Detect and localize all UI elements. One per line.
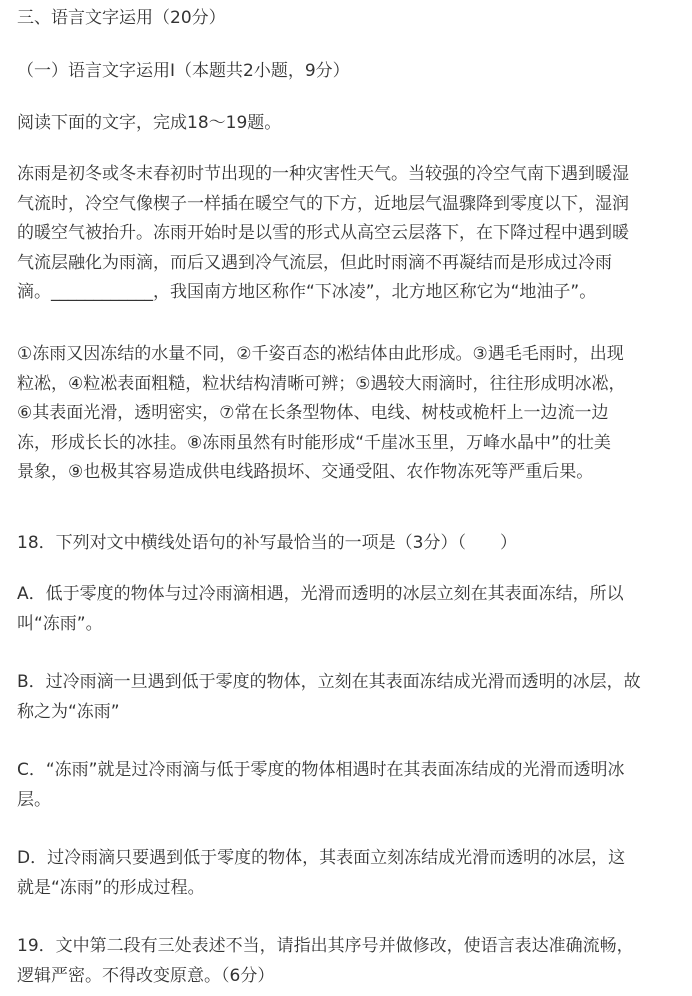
option-line: 叫“冻雨”。 bbox=[17, 613, 103, 634]
option-a bbox=[17, 580, 624, 639]
option-line: 层。 bbox=[17, 789, 51, 810]
option-b bbox=[17, 668, 641, 727]
question-18: 18．下列对文中横线处语句的补写最恰当的一项是（3分）（ ） bbox=[17, 533, 517, 553]
paragraph-line: ①冻雨又因冻结的水量不同，②千姿百态的凇结体由此形成。③遇毛毛雨时，出现 bbox=[17, 344, 624, 364]
subsection-heading: （一）语言文字运用Ⅰ（本题共2小题，9分） bbox=[17, 61, 350, 81]
paragraph-line: 的暖空气被抬升。冻雨开始时是以雪的形式从高空云层落下，在下降过程中遇到暖 bbox=[17, 223, 629, 243]
paragraph-line: 冻，形成长长的冰挂。⑧冻雨虽然有时能形成“千崖冰玉里，万峰水晶中”的壮美 bbox=[17, 432, 611, 453]
paragraph-line: 粒凇，④粒凇表面粗糙，粒状结构清晰可辨；⑤遇较大雨滴时，往往形成明冰凇， bbox=[17, 373, 626, 394]
question-line: 逻辑严密。不得改变原意。（6分） bbox=[17, 965, 275, 986]
section-heading: 三、语言文字运用（20分） bbox=[17, 8, 226, 28]
reading-instruction: 阅读下面的文字，完成18～19题。 bbox=[17, 113, 282, 133]
paragraph-line: 滴。____________，我国南方地区称作“下冰凌”，北方地区称它为“地油子”。 bbox=[17, 282, 597, 302]
option-line: 称之为“冻雨” bbox=[17, 701, 120, 722]
option-line: D．过冷雨滴只要遇到低于零度的物体，其表面立刻冻结成光滑而透明的冰层，这 bbox=[17, 848, 626, 868]
paragraph-line: 冻雨是初冬或冬末春初时节出现的一种灾害性天气。当较强的冷空气南下遇到暖湿 bbox=[17, 164, 629, 184]
question-line: 19．文中第二段有三处表述不当，请指出其序号并做修改，使语言表达准确流畅， bbox=[17, 936, 634, 956]
option-line: C．“冻雨”就是过冷雨滴与低于零度的物体相遇时在其表面冻结成的光滑而透明冰 bbox=[17, 760, 625, 780]
option-line: 就是“冻雨”的形成过程。 bbox=[17, 877, 205, 898]
paragraph-line: 气流时，冷空气像楔子一样插在暖空气的下方，近地层气温骤降到零度以下，湿润 bbox=[17, 193, 629, 214]
option-c bbox=[17, 756, 624, 815]
paragraph-line: 气流层融化为雨滴，而后又遇到冷气流层，但此时雨滴不再凝结而是形成过冷雨 bbox=[17, 252, 612, 273]
option-line: B．过冷雨滴一旦遇到低于零度的物体，立刻在其表面冻结成光滑而透明的冰层，故 bbox=[17, 672, 641, 692]
passage-paragraph-2 bbox=[17, 340, 625, 488]
question-19 bbox=[17, 932, 634, 991]
paragraph-line: 景象，⑨也极其容易造成供电线路损坏、交通受阻、农作物冻死等严重后果。 bbox=[17, 462, 594, 482]
option-d bbox=[17, 844, 625, 903]
paragraph-line: ⑥其表面光滑，透明密实，⑦常在长条型物体、电线、树枝或桅杆上一边流一边 bbox=[17, 403, 609, 423]
option-line: A．低于零度的物体与过冷雨滴相遇，光滑而透明的冰层立刻在其表面冻结，所以 bbox=[17, 584, 624, 604]
passage-paragraph-1 bbox=[17, 160, 629, 308]
